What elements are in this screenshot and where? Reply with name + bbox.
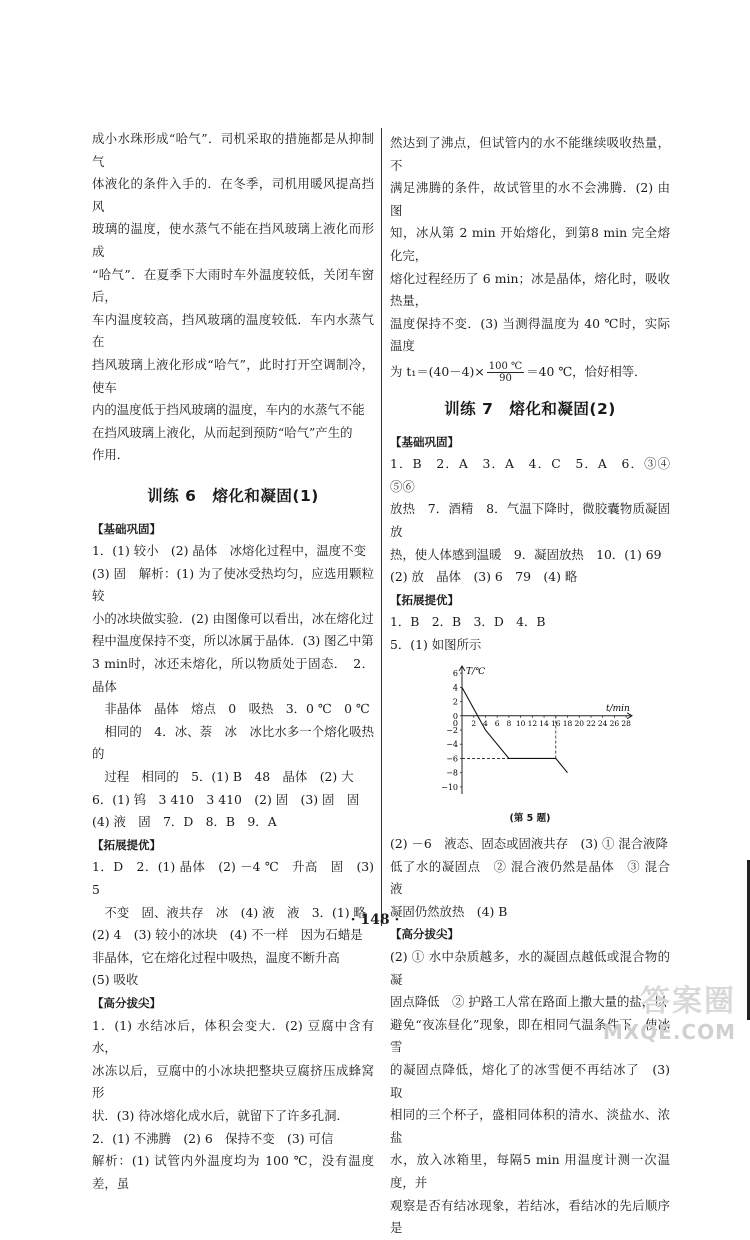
- answer-line: 3 min时，冰还未熔化，所以物质处于固态． 2．晶体: [92, 656, 374, 694]
- answer-line: 低了水的凝固点 ② 混合液仍然是晶体 ③ 混合液: [390, 858, 670, 897]
- column-divider: [381, 128, 382, 926]
- answer-line: 状．(3) 待冰熔化成水后，就留下了许多孔洞．: [92, 1107, 349, 1123]
- x-tick-label: 16: [551, 719, 561, 729]
- y-tick-label: −2: [446, 726, 458, 736]
- heading-extend: 【拓展提优】: [390, 592, 459, 607]
- text-line: 成小水珠形成“哈气”．司机采取的措施都是从抑制气: [92, 131, 374, 169]
- x-tick-label: 22: [586, 719, 596, 729]
- y-tick-label: 4: [452, 683, 458, 693]
- answer-line: (3) 固 解析：(1) 为了使冰受热均匀，应选用颗粒较: [92, 565, 374, 604]
- left-column: [92, 128, 374, 1195]
- answer-line: 不变 固、液共存 冰 (4) 液 液 3．(1) 略: [92, 904, 366, 920]
- answer-line: 观察是否有结冰现象，若结冰，看结冰的先后顺序是: [390, 1197, 670, 1236]
- answer-line: 5．(1) 如图所示: [390, 636, 482, 652]
- heading-extend: 【拓展提优】: [92, 837, 161, 852]
- answer-line: 1．D 2．(1) 晶体 (2) －4 ℃ 升高 固 (3) 5: [92, 859, 374, 897]
- x-tick-label: 28: [621, 719, 631, 729]
- answer-line: 相同的 4．冰、萘 冰 冰比水多一个熔化吸热的: [92, 723, 374, 762]
- x-tick-label: 4: [483, 719, 488, 729]
- text-line: 然达到了沸点，但试管内的水不能继续吸收热量，不: [390, 135, 670, 173]
- text-line: 在挡风玻璃上液化，从而起到预防“哈气”产生的: [92, 424, 353, 440]
- x-axis-label: t/min: [606, 704, 630, 715]
- answer-line: 1．(1) 水结冰后，体积会变大．(2) 豆腐中含有水，: [92, 1017, 374, 1056]
- y-tick-label: 6: [452, 669, 458, 679]
- y-tick-label: −8: [446, 769, 458, 779]
- answer-line: 放热 7．酒精 8．气温下降时，微胶囊物质凝固放: [390, 501, 670, 539]
- page-number: · 148 ·: [350, 912, 400, 928]
- formula-suffix: ＝40 ℃，恰好相等．: [526, 363, 647, 379]
- answer-line: (5) 吸收: [92, 972, 139, 988]
- answer-line: (2) ① 水中杂质越多，水的凝固点越低或混合物的凝: [390, 949, 670, 987]
- x-tick-label: 12: [527, 719, 538, 729]
- y-axis-label: T/℃: [466, 667, 486, 678]
- answer-line: 过程 相同的 5．(1) B 48 晶体 (2) 大: [92, 769, 354, 785]
- text-line: “哈气”．在夏季下大雨时车外温度较低，关闭车窗后，: [92, 266, 374, 305]
- answer-line: (4) 液 固 7．D 8．B 9．A: [92, 814, 277, 830]
- x-tick-label: 10: [515, 719, 526, 729]
- answer-line: 的凝固点降低，熔化了的冰雪便不再结冰了 (3) 取: [390, 1062, 670, 1100]
- text-line: 挡风玻璃上液化形成“哈气”，此时打开空调制冷，使车: [92, 356, 374, 395]
- watermark: [603, 976, 736, 1044]
- answer-line: 相同的三个杯子，盛相同体积的清水、淡盐水、浓盐: [390, 1107, 670, 1145]
- x-tick-label: 18: [562, 719, 573, 729]
- x-tick-label: 24: [597, 719, 608, 729]
- temperature-time-graph: [390, 658, 670, 808]
- answer-line: 小的冰块做实验．(2) 由图像可以看出，冰在熔化过: [92, 610, 374, 626]
- text-line: 体液化的条件入手的．在冬季，司机用暖风提高挡风: [92, 176, 374, 214]
- left-intro: [92, 128, 374, 467]
- heading-basic: 【基础巩固】: [390, 434, 459, 449]
- high-answers: [92, 1015, 374, 1196]
- answer-line: 水，放入冰箱里，每隔5 min 用温度计测一次温度，并: [390, 1152, 670, 1190]
- x-tick-label: 2: [471, 719, 477, 729]
- text-line: 车内温度较高，挡风玻璃的温度较低．车内水蒸气在: [92, 311, 374, 350]
- answer-line: 冰冻以后，豆腐中的小冰块把整块豆腐挤压成蜂窝形: [92, 1062, 374, 1101]
- y-tick-label: 0: [452, 712, 458, 722]
- x-tick-label: 6: [494, 719, 500, 729]
- fraction-denominator: 90: [499, 372, 512, 384]
- answer-line: 1．B 2．A 3．A 4．C 5．A 6．③④ ⑤⑥: [390, 456, 683, 494]
- extend-answers: [390, 611, 670, 656]
- heading-high: 【高分拔尖】: [92, 995, 161, 1010]
- section-title-training-6: 训练 6 熔化和凝固(1): [147, 486, 319, 505]
- watermark-logo: 答案圈: [640, 984, 736, 1019]
- text-line: 温度保持不变．(3) 当测得温度为 40 ℃时，实际温度: [390, 315, 670, 354]
- answer-line: 非晶体，它在熔化过程中吸热，温度不断升高: [92, 949, 340, 965]
- right-column: [390, 132, 683, 1240]
- x-tick-label: 26: [609, 719, 620, 729]
- watermark-url: MXQE.COM: [602, 1020, 736, 1044]
- fraction-numerator: 100 ℃: [488, 360, 523, 372]
- heading-high: 【高分拔尖】: [390, 927, 459, 942]
- temperature-line: [462, 688, 568, 773]
- x-tick-label: 20: [574, 719, 585, 729]
- heading-basic: 【基础巩固】: [92, 521, 161, 536]
- answer-line: (2) －6 液态、固态或固液共存 (3) ① 混合液降: [390, 836, 668, 852]
- answer-line: 2．(1) 不沸腾 (2) 6 保持不变 (3) 可信: [92, 1130, 334, 1146]
- y-tick-label: −4: [446, 740, 458, 750]
- basic-answers: [390, 453, 683, 589]
- answer-line: 1．(1) 较小 (2) 晶体 冰熔化过程中，温度不变: [92, 543, 366, 559]
- answer-line: 热，使人体感到温暖 9．凝固放热 10．(1) 69: [390, 546, 662, 562]
- answer-line: (2) 4 (3) 较小的冰块 (4) 不一样 因为石蜡是: [92, 927, 363, 943]
- figure-caption: (第 5 题): [509, 813, 551, 825]
- basic-answers: [92, 540, 374, 834]
- answer-line: 解析：(1) 试管内外温度均为 100 ℃，没有温度差，虽: [92, 1153, 374, 1191]
- answer-line: 1．B 2．B 3．D 4．B: [390, 614, 546, 630]
- formula-prefix: 为 t₁＝(40－4)×: [390, 363, 485, 379]
- section-title-training-7: 训练 7 熔化和凝固(2): [444, 399, 616, 418]
- answer-line: 非晶体 晶体 熔点 0 吸热 3．0 ℃ 0 ℃: [92, 701, 370, 717]
- answer-line: 避免“夜冻昼化”现象，即在相同气温条件下，使冰雪: [390, 1016, 670, 1055]
- answer-line: (2) 放 晶体 (3) 6 79 (4) 略: [390, 569, 578, 585]
- text-line: 知，冰从第 2 min 开始熔化，到第8 min 完全熔化完，: [390, 225, 670, 263]
- y-tick-label: 2: [452, 698, 458, 708]
- right-intro: [390, 132, 670, 384]
- text-line: 内的温度低于挡风玻璃的温度，车内的水蒸气不能: [92, 402, 365, 418]
- text-line: 满足沸腾的条件，故试管里的水不会沸腾．(2) 由图: [390, 180, 670, 218]
- answer-line: 固点降低 ② 护路工人常在路面上撒大量的盐，以: [390, 994, 667, 1010]
- text-line: 玻璃的温度，使水蒸气不能在挡风玻璃上液化而形成: [92, 221, 374, 259]
- x-tick-label: 14: [539, 719, 549, 729]
- answer-line: 程中温度保持不变，所以冰属于晶体．(3) 图乙中第: [92, 633, 374, 649]
- y-tick-label: −10: [441, 783, 458, 793]
- x-tick-label: 8: [506, 719, 512, 729]
- origin-label: 0: [452, 719, 458, 729]
- answer-line: 6．(1) 钨 3 410 3 410 (2) 固 (3) 固 固: [92, 791, 360, 807]
- text-line: 熔化过程经历了 6 min；冰是晶体，熔化时，吸收热量，: [390, 270, 670, 309]
- after-figure-answers: [390, 833, 670, 923]
- formula-line: [390, 361, 670, 384]
- answer-line: 凝固仍然放热 (4) B: [390, 903, 508, 919]
- y-tick-label: −6: [446, 754, 458, 764]
- formula-fraction: [487, 361, 524, 384]
- text-line: 作用．: [92, 447, 130, 463]
- graph-svg: [390, 658, 670, 808]
